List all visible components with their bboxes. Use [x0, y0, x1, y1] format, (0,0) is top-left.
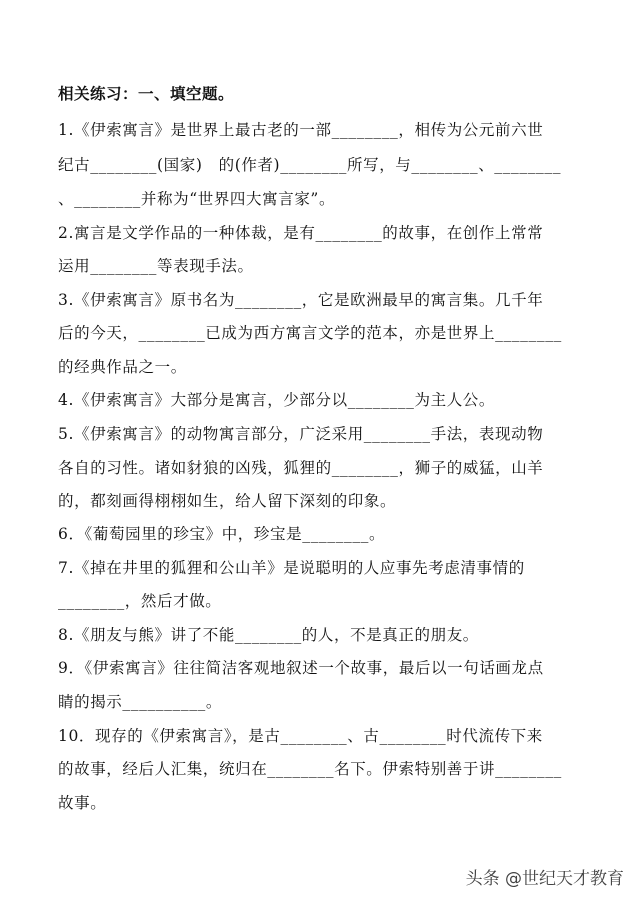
question-3-line-1: 3.《伊索寓言》原书名为________，它是欧洲最早的寓言集。几千年 [58, 291, 544, 309]
question-10-line-3: 故事。 [58, 794, 107, 812]
question-9-line-2: 睛的揭示__________。 [58, 693, 223, 711]
question-1-line-3: 、________并称为“世界四大寓言家”。 [58, 190, 336, 208]
question-5-line-1: 5.《伊索寓言》的动物寓言部分，广泛采用________手法，表现动物 [58, 425, 544, 443]
question-10-line-2: 的故事，经后人汇集，统归在________名下。伊索特别善于讲________ [58, 760, 562, 778]
question-2-line-2: 运用________等表现手法。 [58, 257, 254, 275]
question-9-line-1: 9．《伊索寓言》往往简洁客观地叙述一个故事，最后以一句话画龙点 [58, 659, 544, 677]
question-1-line-2: 纪古________(国家) 的(作者)________所写，与________、________ [58, 156, 562, 174]
question-7-line-2: ________，然后才做。 [58, 592, 222, 610]
question-5-line-3: 的，都刻画得栩栩如生，给人留下深刻的印象。 [58, 492, 397, 510]
question-4-line-1: 4.《伊索寓言》大部分是寓言，少部分以________为主人公。 [58, 391, 495, 409]
question-3-line-3: 的经典作品之一。 [58, 358, 187, 376]
question-5-line-2: 各自的习性。诸如豺狼的凶残，狐狸的________，狮子的威猛，山羊 [58, 459, 544, 477]
question-1-line-1: 1.《伊索寓言》是世界上最古老的一部________，相传为公元前六世 [58, 121, 544, 139]
question-10-line-1: 10．现存的《伊索寓言》，是古________、古________时代流传下来 [58, 727, 543, 745]
question-2-line-1: 2.寓言是文学作品的一种体裁，是有________的故事，在创作上常常 [58, 224, 544, 242]
question-8-line-1: 8.《朋友与熊》讲了不能________的人，不是真正的朋友。 [58, 626, 479, 644]
section-heading: 相关练习：一、填空题。 [58, 85, 235, 103]
question-7-line-1: 7.《掉在井里的狐狸和公山羊》是说聪明的人应事先考虑清事情的 [58, 559, 525, 577]
watermark: 头条 @世纪天才教育 [465, 869, 624, 889]
question-6-line-1: 6．《葡萄园里的珍宝》中，珍宝是________。 [58, 525, 386, 543]
question-3-line-2: 后的今天，________已成为西方寓言文学的范本，亦是世界上________ [58, 324, 562, 342]
